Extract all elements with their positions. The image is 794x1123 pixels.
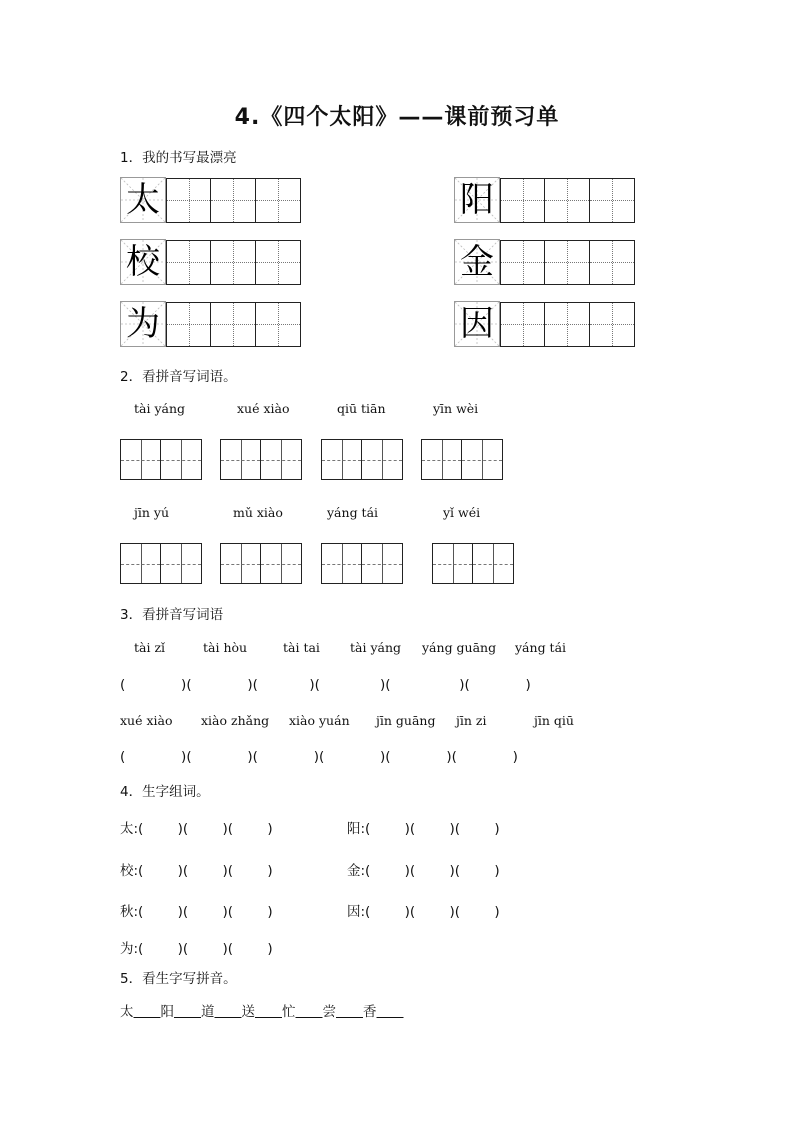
writing-cell[interactable] [166, 302, 211, 347]
bracket-row: ( )( )( )( )( )( ) [120, 749, 518, 765]
writing-cell[interactable] [500, 178, 545, 223]
pinyin: xué xiào [237, 401, 290, 416]
pinyin: jīn qiū [534, 713, 574, 728]
pinyin: yáng tái [515, 640, 567, 655]
writing-cell[interactable] [211, 178, 256, 223]
writing-row [120, 177, 301, 223]
answer-boxes[interactable] [220, 439, 302, 480]
bracket-row: ( )( )( )( )( )( ) [120, 677, 531, 693]
answer-boxes[interactable] [421, 439, 503, 480]
answer-boxes[interactable] [321, 543, 403, 584]
word-group-row: 金:( )( )( ) [347, 863, 500, 879]
writing-cell[interactable] [590, 178, 635, 223]
writing-row [120, 301, 301, 347]
page-title: 4.《四个太阳》——课前预习单 [234, 105, 560, 130]
section-3-heading: 3．看拼音写词语 [120, 607, 224, 623]
section-4-heading: 4．生字组词。 [120, 784, 210, 800]
writing-cell[interactable] [590, 240, 635, 285]
model-char-cell [120, 177, 166, 223]
pinyin: yīn wèi [433, 401, 479, 416]
word-group-row: 秋:( )( )( ) [120, 904, 273, 920]
pinyin: tài zǐ [134, 640, 166, 655]
model-char: 为 [126, 304, 160, 344]
answer-boxes[interactable] [432, 543, 514, 584]
pinyin: tài yáng [350, 640, 402, 655]
model-char: 金 [460, 242, 494, 282]
pinyin: tài yáng [134, 401, 186, 416]
writing-cell[interactable] [545, 302, 590, 347]
pinyin: tài hòu [203, 640, 248, 655]
pinyin: xiào zhǎng [201, 713, 270, 728]
word-group-row: 因:( )( )( ) [347, 904, 500, 920]
writing-cell[interactable] [500, 240, 545, 285]
pinyin: jīn guāng [376, 713, 436, 728]
writing-cell[interactable] [545, 240, 590, 285]
writing-cell[interactable] [545, 178, 590, 223]
pinyin-blank-row: 太 阳 道 送 忙 尝 香 [120, 1004, 377, 1020]
model-char: 阳 [460, 180, 494, 220]
writing-row [454, 301, 635, 347]
word-group-row: 太:( )( )( ) [120, 821, 273, 837]
model-char-cell [454, 239, 500, 285]
writing-cell[interactable] [500, 302, 545, 347]
pinyin: yǐ wéi [443, 505, 481, 520]
pinyin: tài tai [283, 640, 320, 655]
section-1-heading: 1．我的书写最漂亮 [120, 150, 237, 166]
word-group-row: 为:( )( )( ) [120, 941, 273, 957]
word-group-row: 阳:( )( )( ) [347, 821, 500, 837]
writing-row [454, 177, 635, 223]
writing-cell[interactable] [256, 240, 301, 285]
writing-cell[interactable] [211, 302, 256, 347]
writing-cell[interactable] [166, 240, 211, 285]
pinyin: xué xiào [120, 713, 173, 728]
answer-boxes[interactable] [120, 439, 202, 480]
pinyin: jīn zi [456, 713, 487, 728]
pinyin: yáng guāng [422, 640, 497, 655]
pinyin: mǔ xiào [233, 505, 283, 520]
model-char-cell [120, 301, 166, 347]
writing-row [454, 239, 635, 285]
writing-cell[interactable] [590, 302, 635, 347]
word-group-row: 校:( )( )( ) [120, 863, 273, 879]
writing-row [120, 239, 301, 285]
model-char-cell [454, 301, 500, 347]
answer-boxes[interactable] [120, 543, 202, 584]
pinyin: xiào yuán [289, 713, 350, 728]
model-char-cell [120, 239, 166, 285]
writing-cell[interactable] [256, 178, 301, 223]
section-5-heading: 5．看生字写拼音。 [120, 971, 237, 987]
writing-cell[interactable] [166, 178, 211, 223]
model-char: 太 [126, 180, 160, 220]
pinyin: jīn yú [134, 505, 170, 520]
answer-boxes[interactable] [220, 543, 302, 584]
model-char: 因 [460, 304, 494, 344]
writing-cell[interactable] [256, 302, 301, 347]
answer-boxes[interactable] [321, 439, 403, 480]
writing-cell[interactable] [211, 240, 256, 285]
model-char-cell [454, 177, 500, 223]
pinyin: yáng tái [327, 505, 379, 520]
pinyin: qiū tiān [337, 401, 386, 416]
model-char: 校 [126, 242, 160, 282]
section-2-heading: 2．看拼音写词语。 [120, 369, 237, 385]
